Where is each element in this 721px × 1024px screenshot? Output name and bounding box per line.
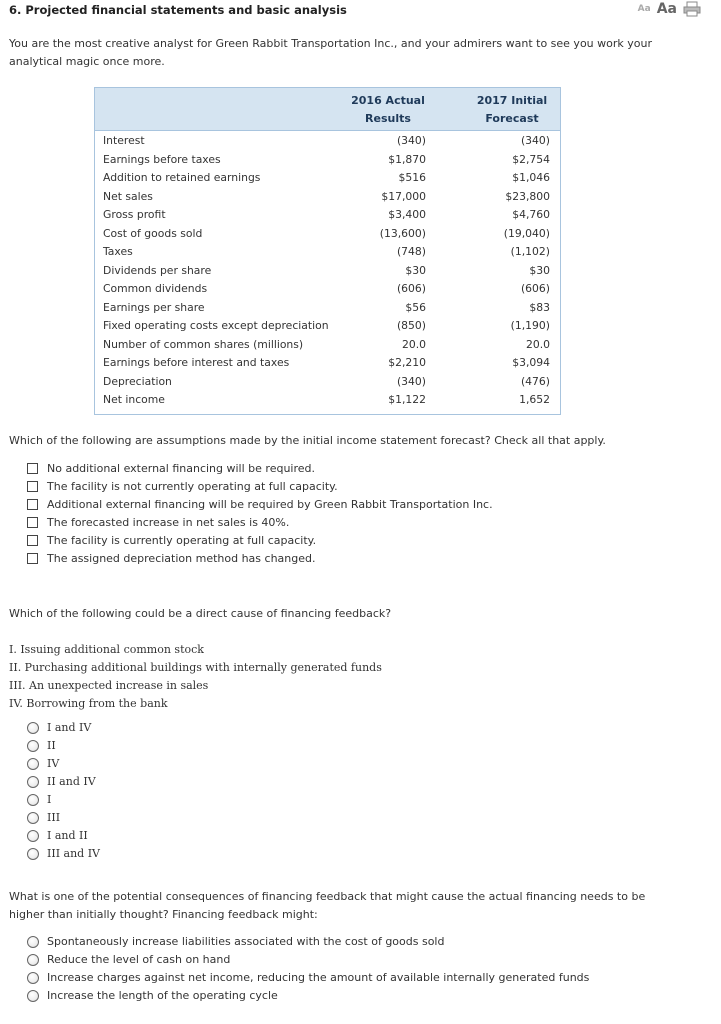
q3-prompt: What is one of the potential consequences of financing feedback that might cause the actual financing needs to be higher than initially thought? Financing feedback might:	[9, 890, 646, 921]
value-2016: $30	[405, 263, 426, 277]
table-row	[95, 299, 560, 318]
q2-option[interactable]	[27, 737, 100, 755]
value-2016: $1,870	[388, 152, 426, 166]
option-label: III and IV	[47, 847, 101, 860]
radio-button[interactable]	[27, 990, 39, 1002]
row-label: Gross profit	[103, 208, 166, 221]
option-label: II	[47, 739, 56, 752]
value-2017: $2,754	[512, 152, 550, 166]
value-2017: (606)	[520, 282, 550, 295]
radio-button[interactable]	[27, 830, 39, 842]
q2-option[interactable]	[27, 719, 100, 737]
col-header-2017: 2017 Initial Forecast	[476, 94, 548, 125]
value-2017: $1,046	[512, 171, 550, 184]
option-label: The facility is currently operating at full capacity.	[47, 534, 317, 547]
row-label: Addition to retained earnings	[103, 171, 261, 184]
value-2016: (606)	[396, 282, 426, 295]
radio-button[interactable]	[27, 848, 39, 860]
q1-option[interactable]	[27, 496, 493, 514]
q2-option[interactable]	[27, 773, 100, 791]
statement-item: II. Purchasing additional buildings with internally generated funds	[9, 661, 382, 674]
value-2016: $1,122	[388, 393, 426, 406]
option-label: Increase the length of the operating cycle	[47, 989, 278, 1002]
print-icon[interactable]	[683, 1, 701, 17]
statement-item: III. An unexpected increase in sales	[9, 679, 209, 692]
q1-option[interactable]	[27, 514, 493, 532]
option-label: III	[47, 811, 61, 824]
question-title: 6. Projected financial statements and basic analysis	[9, 3, 347, 17]
option-label: I and IV	[47, 721, 92, 734]
intro-text: You are the most creative analyst for Green Rabbit Transportation Inc., and your admirers want to see you work your analytical magic once more.	[9, 37, 652, 68]
table-row	[95, 354, 560, 373]
statement-item: I. Issuing additional common stock	[9, 643, 204, 656]
col-header-2016: 2016 Actual Results	[351, 94, 425, 125]
q3-option[interactable]	[27, 951, 589, 969]
q2-statements	[9, 641, 382, 713]
q3-option[interactable]	[27, 987, 589, 1005]
option-label: II and IV	[47, 775, 96, 788]
q3-options	[27, 933, 589, 1005]
q2-option[interactable]	[27, 827, 100, 845]
checkbox[interactable]	[27, 481, 38, 492]
q2-option[interactable]	[27, 845, 100, 863]
table-row	[95, 225, 560, 244]
checkbox[interactable]	[27, 499, 38, 510]
value-2017: 1,652	[519, 393, 550, 406]
q2-prompt: Which of the following could be a direct cause of financing feedback?	[9, 607, 392, 620]
option-label: The forecasted increase in net sales is 40%.	[47, 516, 290, 529]
option-label: The facility is not currently operating at full capacity.	[47, 480, 338, 493]
option-label: No additional external financing will be required.	[47, 462, 316, 475]
row-label: Earnings per share	[103, 300, 205, 314]
value-2017: $23,800	[505, 189, 550, 203]
value-2017: (1,190)	[510, 319, 550, 332]
value-2017: $30	[529, 263, 550, 277]
table-row	[95, 391, 560, 410]
q3-option[interactable]	[27, 933, 589, 951]
value-2016: 20.0	[401, 337, 426, 351]
radio-button[interactable]	[27, 954, 39, 966]
table-row	[95, 151, 560, 170]
q1-options	[27, 460, 493, 568]
q2-option[interactable]	[27, 809, 100, 827]
table-header	[95, 88, 560, 131]
option-label: I	[47, 793, 52, 806]
table-row	[95, 169, 560, 188]
value-2016: $2,210	[388, 356, 426, 369]
value-2017: (476)	[520, 374, 550, 388]
checkbox[interactable]	[27, 535, 38, 546]
checkbox[interactable]	[27, 553, 38, 564]
q1-prompt: Which of the following are assumptions made by the initial income statement forecast? Check all that apply.	[9, 434, 606, 447]
option-label: The assigned depreciation method has changed.	[47, 552, 316, 565]
table-row	[95, 280, 560, 299]
table-row	[95, 373, 560, 392]
decrease-font-button[interactable]: Aa	[637, 4, 651, 14]
row-label: Fixed operating costs except depreciation	[103, 319, 329, 332]
option-label: Reduce the level of cash on hand	[47, 953, 231, 966]
checkbox[interactable]	[27, 517, 38, 528]
q2-options	[27, 719, 100, 863]
value-2016: $3,400	[388, 208, 426, 221]
row-label: Net sales	[103, 189, 153, 203]
table-row	[95, 317, 560, 336]
radio-button[interactable]	[27, 972, 39, 984]
table-row	[95, 206, 560, 225]
row-label: Taxes	[103, 245, 133, 258]
value-2017: $4,760	[512, 208, 550, 221]
row-label: Depreciation	[103, 374, 172, 388]
value-2016: (340)	[396, 374, 426, 388]
option-label: Increase charges against net income, reducing the amount of available internally generated funds	[47, 971, 590, 984]
q1-option[interactable]	[27, 460, 493, 478]
radio-button[interactable]	[27, 740, 39, 752]
radio-button[interactable]	[27, 722, 39, 734]
value-2017: (1,102)	[510, 245, 550, 258]
value-2016: (13,600)	[379, 226, 426, 240]
radio-button[interactable]	[27, 812, 39, 824]
value-2017: (340)	[520, 134, 550, 147]
row-label: Interest	[103, 134, 145, 147]
value-2016: (340)	[396, 134, 426, 147]
value-2017: (19,040)	[503, 226, 550, 240]
row-label: Earnings before taxes	[103, 152, 221, 166]
table-row	[95, 243, 560, 262]
value-2016: $17,000	[381, 189, 426, 203]
value-2017: $83	[529, 300, 550, 314]
statement-item: IV. Borrowing from the bank	[9, 697, 168, 710]
question-header	[9, 3, 709, 21]
row-label: Cost of goods sold	[103, 226, 203, 240]
row-label: Number of common shares (millions)	[103, 337, 304, 351]
q1-option[interactable]	[27, 478, 493, 496]
row-label: Net income	[103, 393, 165, 406]
row-label: Dividends per share	[103, 263, 212, 277]
radio-button[interactable]	[27, 936, 39, 948]
row-label: Common dividends	[103, 282, 208, 295]
radio-button[interactable]	[27, 794, 39, 806]
value-2017: $3,094	[512, 356, 550, 369]
q1-option[interactable]	[27, 532, 493, 550]
radio-button[interactable]	[27, 758, 39, 770]
option-label: IV	[47, 757, 60, 770]
value-2016: $56	[405, 300, 426, 314]
checkbox[interactable]	[27, 463, 38, 474]
table-row	[95, 188, 560, 207]
q1-option[interactable]	[27, 550, 493, 568]
table-body	[95, 132, 560, 410]
toolbar	[638, 1, 701, 17]
q2-option[interactable]	[27, 755, 100, 773]
row-label: Earnings before interest and taxes	[103, 356, 290, 369]
q2-option[interactable]	[27, 791, 100, 809]
value-2016: (850)	[396, 319, 426, 332]
value-2016: $516	[398, 171, 426, 184]
table-row	[95, 336, 560, 355]
financial-table	[94, 87, 561, 415]
value-2017: 20.0	[525, 337, 550, 351]
option-label: Spontaneously increase liabilities associated with the cost of goods sold	[47, 935, 445, 948]
option-label: I and II	[47, 829, 88, 842]
value-2016: (748)	[396, 245, 426, 258]
radio-button[interactable]	[27, 776, 39, 788]
table-row	[95, 132, 560, 151]
option-label: Additional external financing will be required by Green Rabbit Transportation Inc.	[47, 498, 493, 511]
table-row	[95, 262, 560, 281]
q3-option[interactable]	[27, 969, 589, 987]
increase-font-button[interactable]: Aa	[656, 1, 677, 17]
